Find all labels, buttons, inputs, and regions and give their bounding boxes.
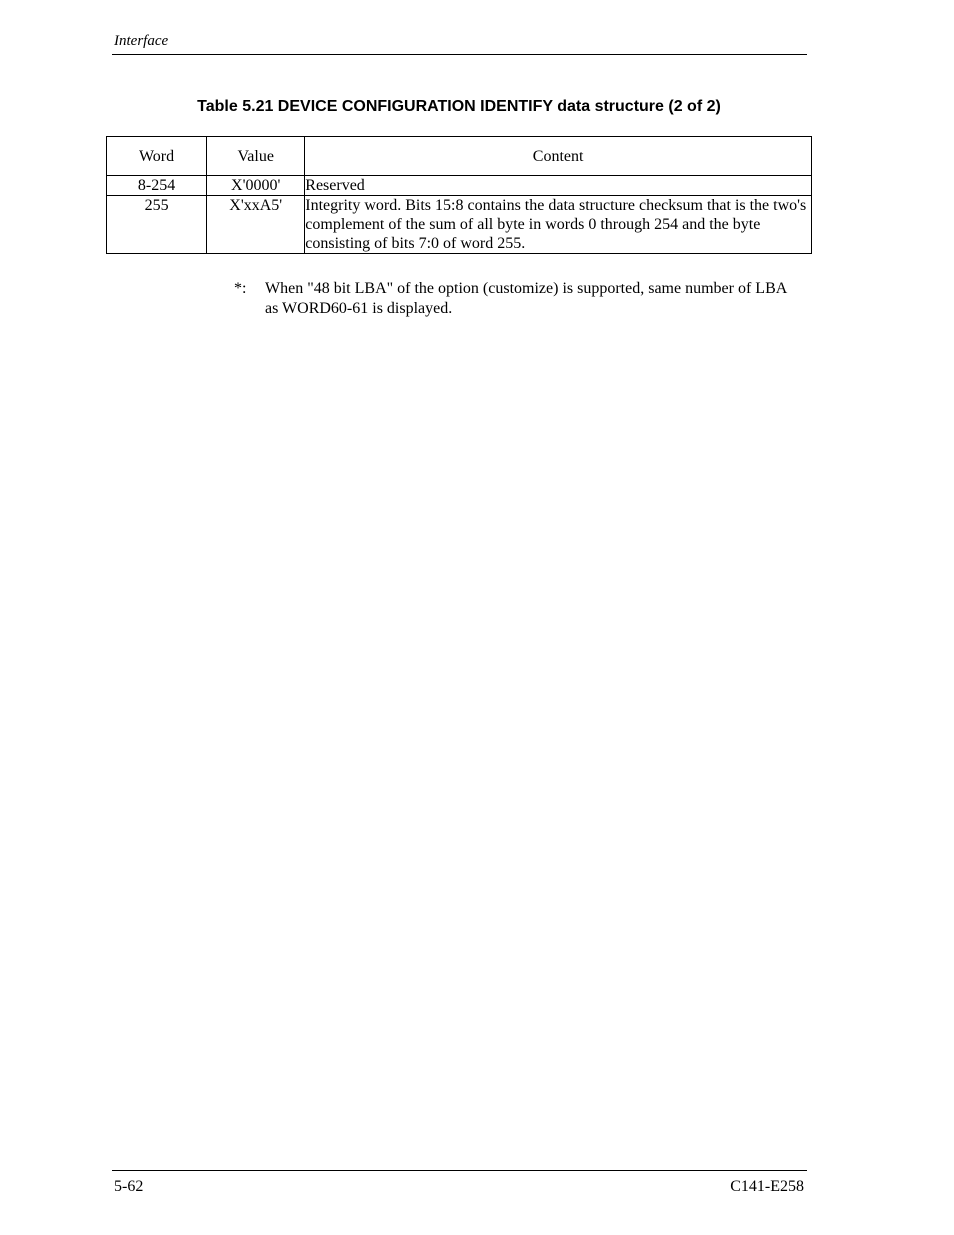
content-cell: Reserved xyxy=(305,176,812,196)
column-header-word: Word xyxy=(107,137,207,176)
page-number: 5-62 xyxy=(114,1178,144,1195)
footnote-text: When "48 bit LBA" of the option (customize) is supported, same number of LBA as WORD60-61 is displayed. xyxy=(265,280,787,317)
document-id: C141-E258 xyxy=(730,1178,804,1195)
column-header-content: Content xyxy=(305,137,812,176)
table-footnote xyxy=(234,279,794,319)
content-cell: Integrity word. Bits 15:8 contains the data structure checksum that is the two's complement of the sum of all byte in words 0 through 254 and the byte consisting of bits 7:0 of word 255. xyxy=(305,196,812,254)
table-header-row xyxy=(107,137,812,176)
value-cell: X'xxA5' xyxy=(207,196,305,254)
footer-divider xyxy=(112,1170,807,1171)
word-cell: 255 xyxy=(107,196,207,254)
table-row xyxy=(107,196,812,254)
column-header-value: Value xyxy=(207,137,305,176)
running-header: Interface xyxy=(114,33,169,49)
word-cell: 8-254 xyxy=(107,176,207,196)
table-row xyxy=(107,176,812,196)
footnote-marker: *: xyxy=(234,280,247,297)
identify-data-table xyxy=(106,136,812,254)
header-divider xyxy=(112,54,807,55)
value-cell: X'0000' xyxy=(207,176,305,196)
table-caption: Table 5.21 DEVICE CONFIGURATION IDENTIFY data structure (2 of 2) xyxy=(197,98,721,115)
